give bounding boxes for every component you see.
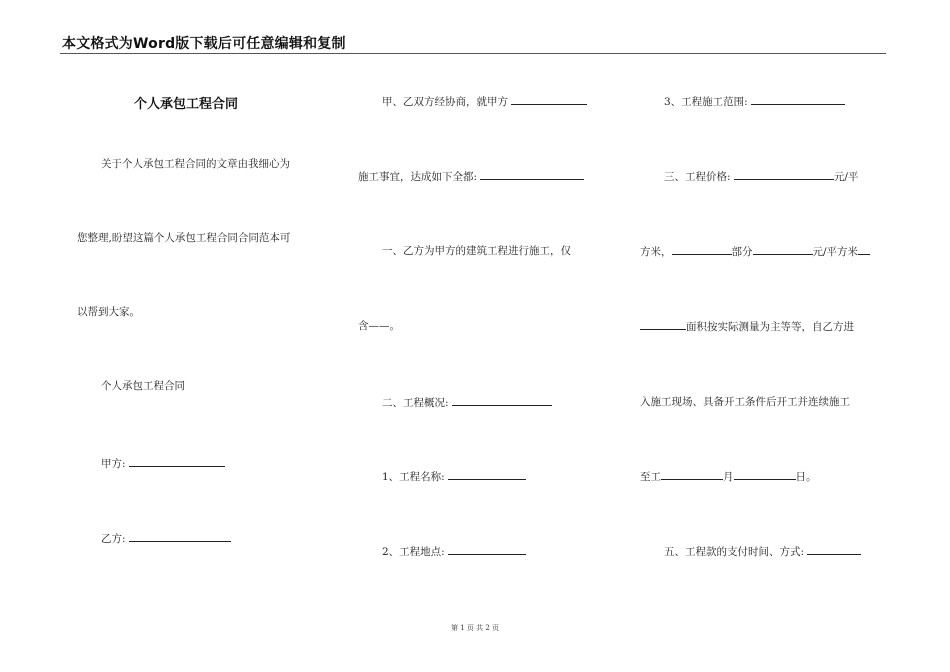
part-text: 部分: [731, 246, 753, 258]
part-blank-1: [672, 243, 732, 255]
construction-scope-blank: [751, 93, 845, 105]
project-overview-label: 二、工程概况:: [382, 397, 449, 409]
completion-text: 至工: [640, 471, 661, 483]
col2-line-5: [382, 394, 552, 410]
document-title: 个人承包工程合同: [134, 97, 239, 112]
project-name-label: 1、工程名称:: [382, 471, 445, 483]
part-blank-3: [858, 243, 870, 255]
intro-line-1: 关于个人承包工程合同的文章由我细心为: [101, 158, 290, 170]
payment-terms-blank: [807, 543, 861, 555]
site-entry-text: 入施工现场、具备开工条件后开工并连续施工: [640, 396, 850, 408]
project-location-label: 2、工程地点:: [382, 546, 445, 558]
construction-scope-label: 3、工程施工范围:: [664, 96, 748, 108]
contract-subtitle: 个人承包工程合同: [101, 380, 185, 392]
month-text: 月: [723, 471, 734, 483]
completion-month-blank: [734, 468, 796, 480]
sqm-text: 方米，: [640, 246, 672, 258]
party-a-project-blank: [511, 93, 587, 105]
col3-line-2: [664, 168, 858, 184]
day-text: 日。: [795, 471, 817, 483]
area-blank: [640, 318, 686, 330]
col3-line-6: [640, 468, 817, 484]
clause-one-text: 一、乙方为甲方的建筑工程进行施工，仅: [382, 245, 571, 257]
project-overview-blank: [452, 394, 552, 406]
part-blank-2: [753, 243, 813, 255]
col3-line-1: [664, 93, 845, 109]
intro-line-2: 您整理,盼望这篇个人承包工程合同合同范本可: [77, 232, 291, 244]
col3-line-3: [640, 243, 870, 259]
col2-line-7: [382, 543, 526, 559]
project-name-blank: [448, 468, 526, 480]
price-unit-text: 元/平: [833, 171, 859, 183]
intro-line-3: 以帮到大家。: [77, 306, 140, 318]
agreement-text: 施工事宜，达成如下全都:: [358, 171, 478, 183]
col2-line-1: [382, 93, 587, 109]
header-rule: [60, 53, 886, 54]
price-per-sqm-text: 元/平方米: [812, 246, 859, 258]
party-a-blank: [129, 455, 225, 467]
clause-one-cont: 含——。: [358, 320, 400, 332]
page-number: 第 1 页 共 2 页: [450, 624, 500, 632]
area-measurement-text: 面积按实际测量为主等等，自乙方进: [686, 321, 854, 333]
project-price-label: 三、工程价格:: [664, 171, 731, 183]
agreement-blank: [480, 168, 584, 180]
col3-line-7: [664, 543, 861, 559]
completion-year-blank: [661, 468, 723, 480]
party-b-blank: [129, 530, 231, 542]
document-banner: 本文格式为Word版下载后可任意编辑和复制: [62, 36, 346, 52]
party-a-line: [101, 455, 225, 471]
negotiation-text: 甲、乙双方经协商，就甲方: [382, 96, 508, 108]
party-b-label: 乙方:: [101, 533, 126, 545]
col3-line-4: [640, 318, 854, 334]
party-a-label: 甲方:: [101, 458, 126, 470]
project-price-blank: [734, 168, 834, 180]
col2-line-2: [358, 168, 584, 184]
col2-line-6: [382, 468, 526, 484]
party-b-line: [101, 530, 231, 546]
project-location-blank: [448, 543, 526, 555]
payment-terms-label: 五、工程款的支付时间、方式:: [664, 546, 805, 558]
